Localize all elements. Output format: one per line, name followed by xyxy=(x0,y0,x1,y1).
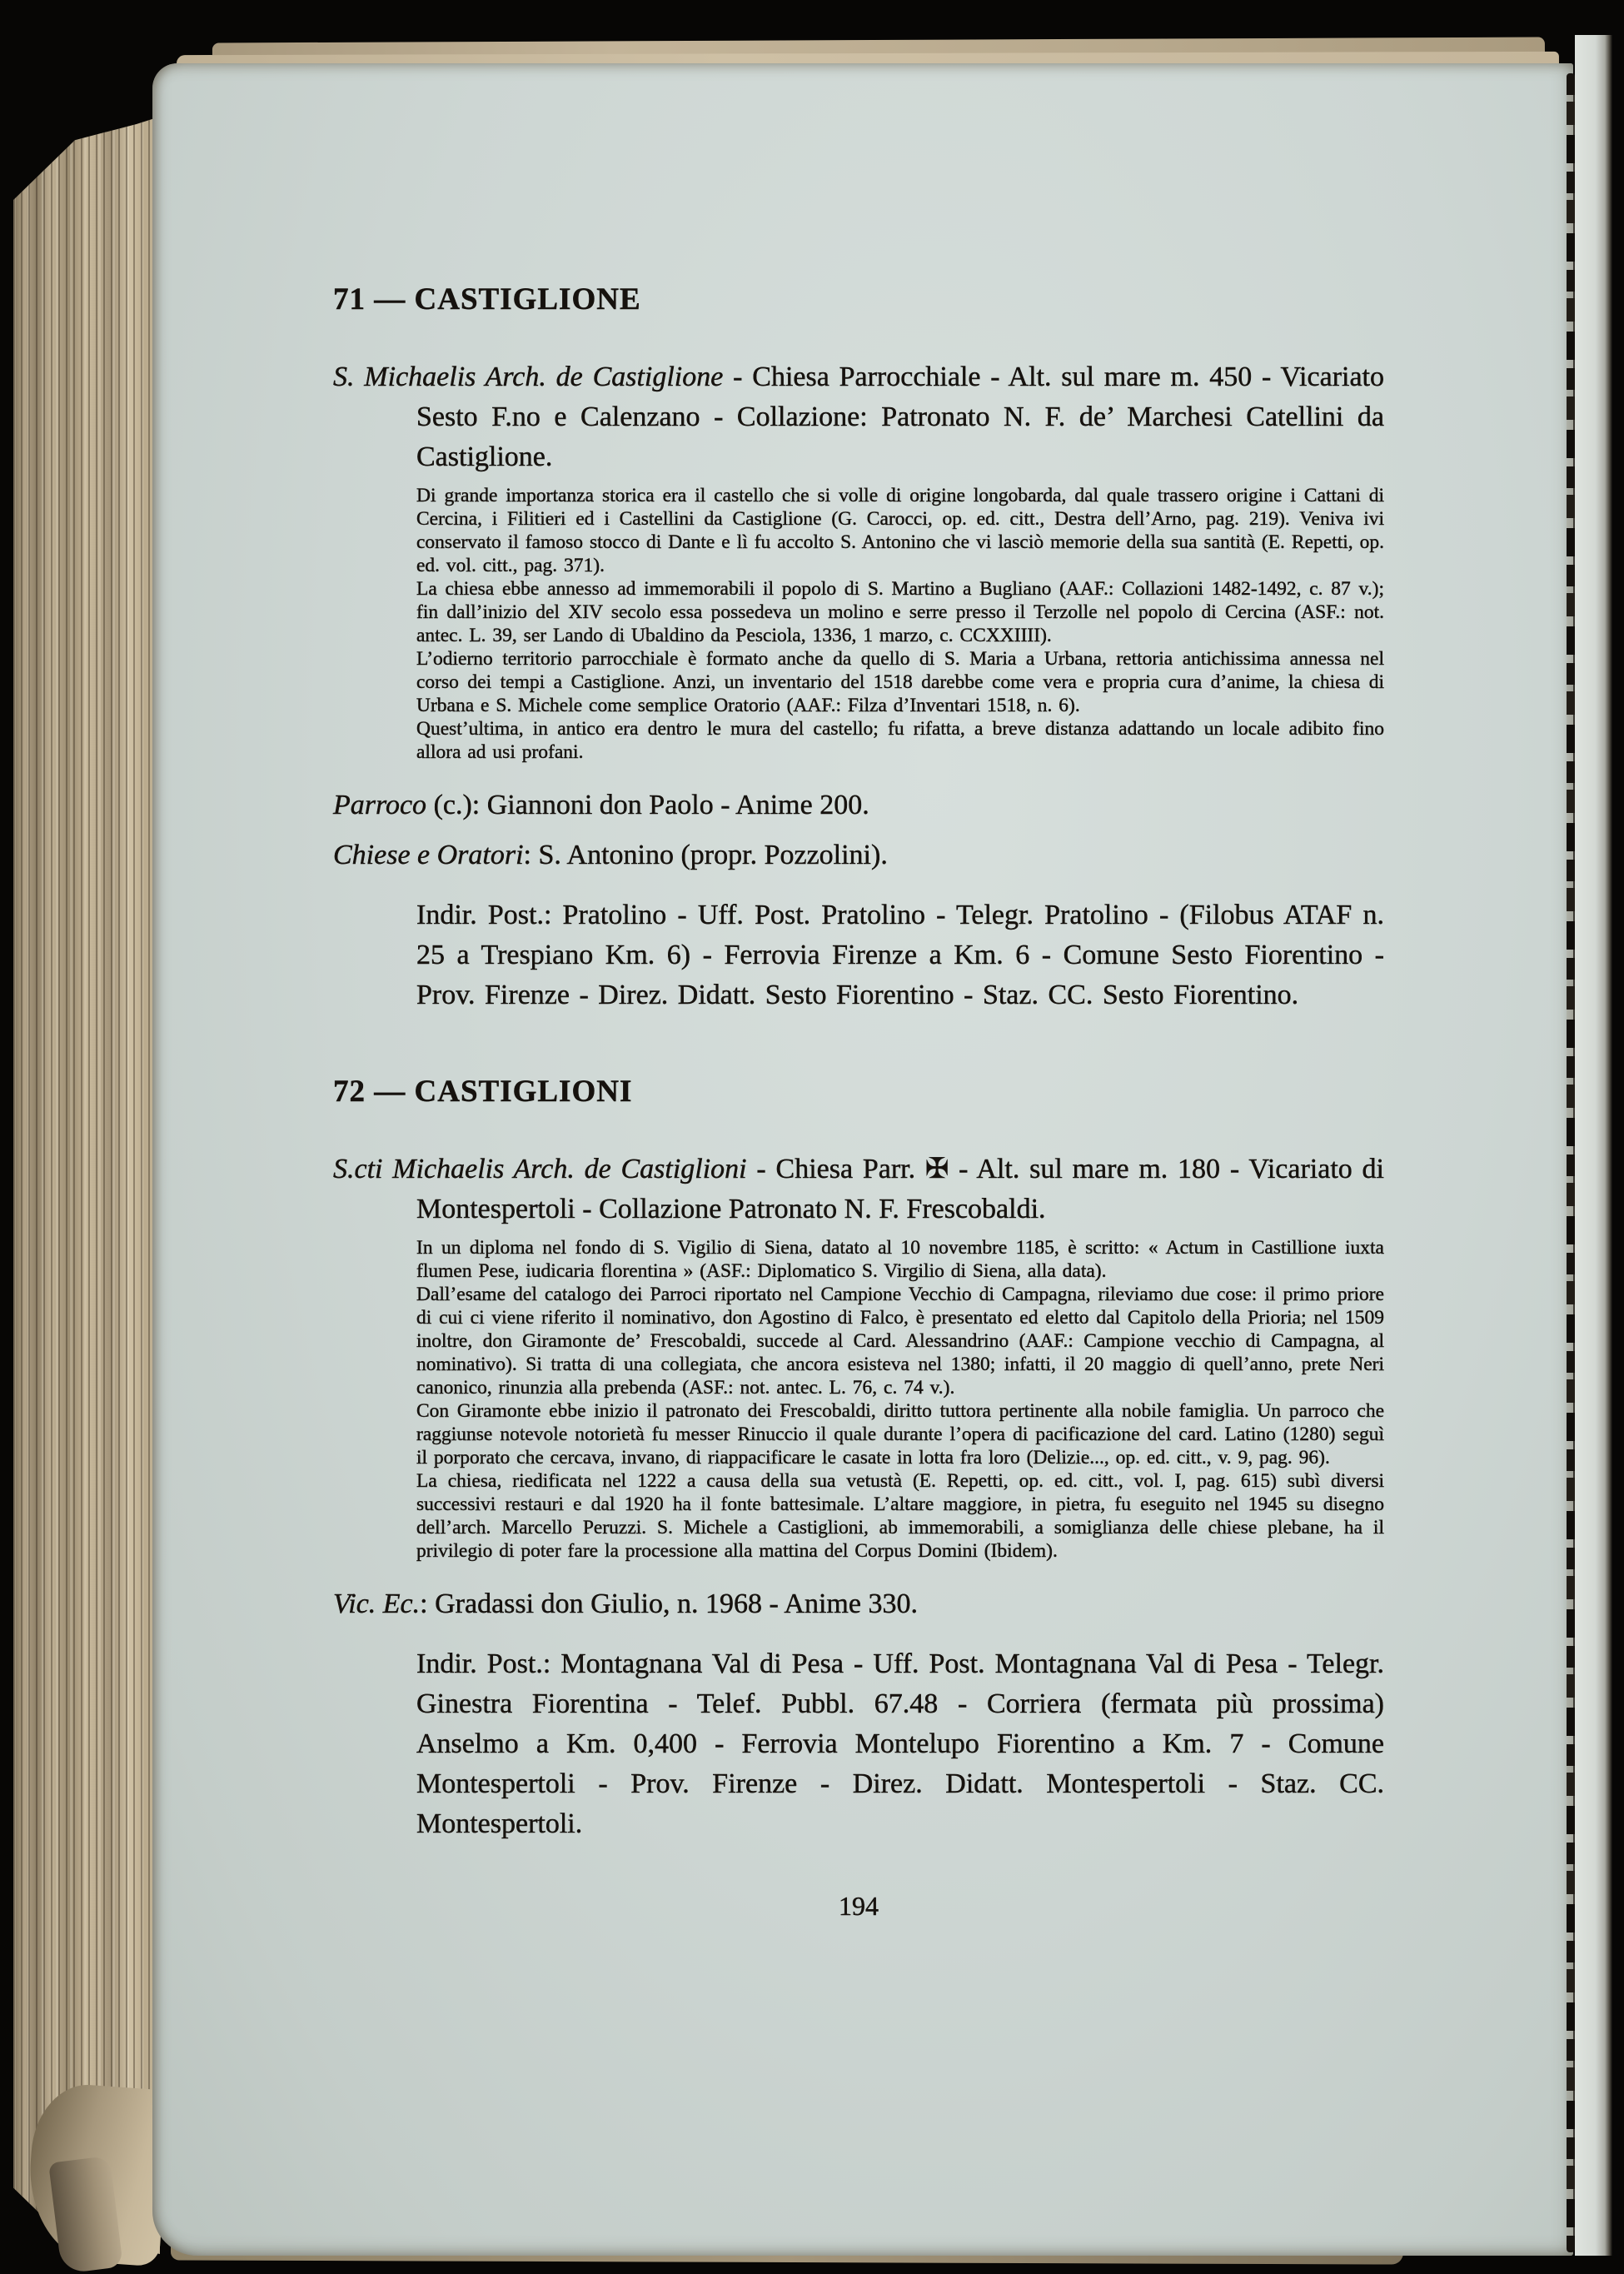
entry-72-vic-line xyxy=(333,1588,1384,1621)
entry-71-title-rest: - Chiesa Parrocchiale - Alt. sul mare m. 450 - Vicariato Sesto F.no e Calenzano - Collazione: Patronato N. F. de’ Marchesi Catellini da Castiglione. xyxy=(416,362,1384,472)
gutter-tear-line xyxy=(1567,73,1575,2252)
note-paragraph: Dall’esame del catalogo dei Parroci riportato nel Campione Vecchio di Campagna, rileviamo due cose: il primo priore di cui ci viene riferito il nominativo, don Agostino di Falco, è presentato ed eletto dal Capitolo della Prioria; nel 1509 inoltre, don Giramonte de’ Frescobaldi, succede al Card. Alessandrino (AAF.: Campione vecchio di Campagna, al nominativo). Si tratta di una collegiata, che ancora esisteva nel 1380; infatti, il 20 maggio di quell’anno, prete Neri canonico, rinunzia alla prebenda (ASF.: not. antec. L. 76, c. 74 v.). xyxy=(416,1284,1384,1399)
vic-value: : Gradassi don Giulio, n. 1968 - Anime 330. xyxy=(420,1588,918,1619)
entry-72-title-rest: - Chiesa Parr. ✠ - Alt. sul mare m. 180 - Vicariato di Montespertoli - Collazione Patronato N. F. Frescobaldi. xyxy=(416,1154,1384,1224)
entry-72 xyxy=(333,1074,1384,1844)
entry-72-title xyxy=(333,1149,1384,1229)
page-number: 194 xyxy=(839,1891,879,1921)
vic-label: Vic. Ec. xyxy=(333,1588,421,1619)
page-content xyxy=(333,282,1384,1922)
entry-71-postal: Indir. Post.: Pratolino - Uff. Post. Pratolino - Telegr. Pratolino - (Filobus ATAF n. 25 a Trespiano Km. 6) - Ferrovia Firenze a Km. 6 - Comune Sesto Fiorentino - Prov. Firenze - Direz. Didatt. Sesto Fiorentino - Staz. CC. Sesto Fiorentino. xyxy=(416,900,1384,1010)
note-paragraph: Quest’ultima, in antico era dentro le mura del castello; fu rifatta, a breve distanza adattando un locale adibito fino allora ad usi profani. xyxy=(416,718,1384,763)
entry-71-parroco-line xyxy=(333,789,1384,822)
entry-71-title xyxy=(333,357,1384,477)
note-paragraph: La chiesa ebbe annesso ad immemorabili il popolo di S. Martino a Bugliano (AAF.: Collazioni 1482-1492, c. 87 v.); fin dall’inizio del XIV secolo essa possedeva un molino e serre presso il Terzolle nel popolo di Cercina (ASF.: not. antec. L. 39, ser Lando di Ubaldino da Pesciola, 1336, 1 marzo, c. CCXXIIII). xyxy=(416,578,1384,646)
entry-71-chiese-line xyxy=(333,839,1384,872)
entry-72-postal: Indir. Post.: Montagnana Val di Pesa - Uff. Post. Montagnana Val di Pesa - Telegr. Ginestra Fiorentina - Telef. Pubbl. 67.48 - Corriera (fermata più prossima) Anselmo a Km. 0,400 - Ferrovia Montelupo Fiorentino a Km. 7 - Comune Montespertoli - Prov. Firenze - Direz. Didatt. Montespertoli - Staz. CC. Montespertoli. xyxy=(416,1648,1384,1839)
note-paragraph: In un diploma nel fondo di S. Vigilio di Siena, datato al 10 novembre 1185, è scritto: « Actum in Castillione iuxta flumen Pese, iudicaria florentina » (ASF.: Diplomatico S. Virgilio di Siena, alla data). xyxy=(416,1237,1384,1282)
note-paragraph: L’odierno territorio parrocchiale è formato anche da quello di S. Maria a Urbana, rettoria antichissima annessa nel corso dei tempi a Castiglione. Anzi, un inventario del 1518 darebbe come vera e propria cura d’anime, la chiesa di Urbana e S. Michele come semplice Oratorio (AAF.: Filza d’Inventari 1518, n. 6). xyxy=(416,648,1384,716)
parroco-label: Parroco xyxy=(333,790,427,820)
entry-72-heading: 72 — CASTIGLIONI xyxy=(333,1075,633,1109)
note-paragraph: Con Giramonte ebbe inizio il patronato dei Frescobaldi, diritto tuttora pertinente alla nobile famiglia. Un parroco che raggiunse notevole notorietà fu messer Rinuccio il quale durante l’opera di pacificazione del card. Latino (1280) seguì il porporato che cercava, invano, di riappacificare le casate in lotta fra loro (Delizie..., op. ed. citt., v. 9, pag. 96). xyxy=(416,1400,1384,1469)
entry-71-notes xyxy=(416,484,1384,764)
note-paragraph: La chiesa, riedificata nel 1222 a causa della sua vetustà (E. Repetti, op. ed. citt., vol. I, pag. 615) subì diversi successivi restauri e dal 1920 ha il fonte battesimale. L’altare maggiore, in pietra, fu eseguito nel 1945 su disegno dell’arch. Marcello Peruzzi. S. Michele a Castiglioni, ab immemorabili, a somiglianza delle chiese plebane, ha il privilegio di poter fare la processione alla mattina del Corpus Domini (Ibidem). xyxy=(416,1470,1384,1562)
entry-71-title-latin: S. Michaelis Arch. de Castiglione xyxy=(333,362,724,392)
chiese-value: : S. Antonino (propr. Pozzolini). xyxy=(523,840,888,870)
entry-71 xyxy=(333,282,1384,1015)
entry-72-title-latin: S.cti Michaelis Arch. de Castiglioni xyxy=(333,1154,747,1184)
adjacent-page-sliver xyxy=(1575,35,1612,2256)
entry-72-notes xyxy=(416,1236,1384,1563)
parroco-value: (c.): Giannoni don Paolo - Anime 200. xyxy=(426,790,869,820)
chiese-label: Chiese e Oratori xyxy=(333,840,524,870)
entry-71-heading: 71 — CASTIGLIONE xyxy=(333,282,641,317)
left-page-edge-stack xyxy=(13,117,160,2254)
note-paragraph: Di grande importanza storica era il castello che si volle di origine longobarda, dal quale trassero origine i Cattani di Cercina, i Filitieri ed i Castellini da Castiglione (G. Carocci, op. ed. citt., Destra dell’Arno, pag. 219). Veniva ivi conservato il famoso stocco di Dante e lì fu accolto S. Antonino che vi lasciò memorie della sua santità (E. Repetti, op. ed. vol. citt., pag. 371). xyxy=(416,485,1384,576)
